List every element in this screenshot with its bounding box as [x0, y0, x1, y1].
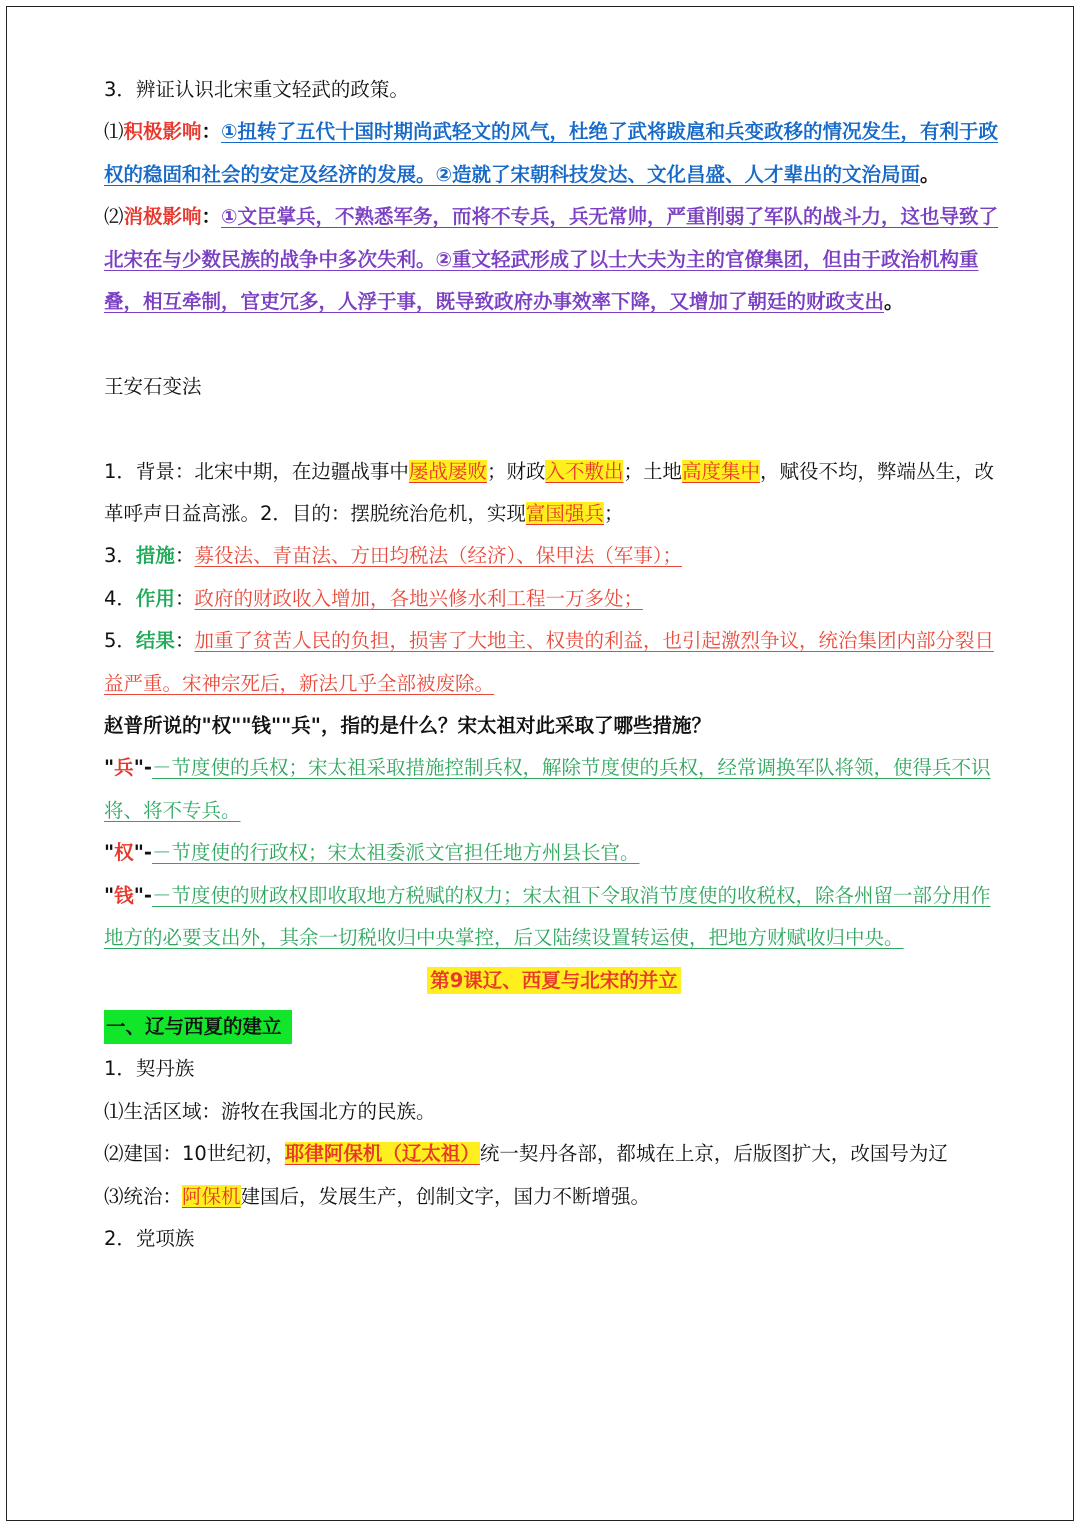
lesson-title: 第9课辽、西夏与北宋的并立 — [104, 960, 1004, 1002]
highlight-abaoji: 阿保机 — [182, 1184, 241, 1208]
paragraph-positive-impact: ⑴积极影响：①扭转了五代十国时期尚武轻文的风气，杜绝了武将跋扈和兵变政移的情况发生，有利于政权的稳固和社会的安定及经济的发展。②造就了宋朝科技发达、文化昌盛、人才辈出的文治局面。 — [104, 120, 999, 186]
document-page — [6, 6, 1074, 1521]
highlight-land: 高度集中 — [681, 459, 760, 483]
paragraph-negative-impact: ⑵消极影响：①文臣掌兵，不熟悉军务，而将不专兵，兵无常帅，严重削弱了军队的战斗力，这也导致了北宋在与少数民族的战争中多次失利。②重文轻武形成了以士大夫为主的官僚集团，但由于政治机构重叠，相互牵制，官吏冗多，人浮于事，既导致政府办事效率下降，又增加了朝廷的财政支出。 — [104, 205, 999, 314]
answer-bing: "兵"-－节度使的兵权；宋太祖采取措施控制兵权，解除节度使的兵权，经常调换军队将领，使得兵不识将、将不专兵。 — [104, 756, 991, 822]
highlight-yelu-abaoji: 耶律阿保机（辽太祖） — [284, 1142, 480, 1166]
highlight-deficit: 入不敷出 — [545, 459, 624, 483]
section-heading-liao-xixia: 一、辽与西夏的建立 — [104, 1002, 1004, 1048]
paragraph-measures: 3．措施：募役法、青苗法、方田均税法（经济）、保甲法（军事）； — [104, 544, 682, 568]
paragraph-results: 5．结果：加重了贫苦人民的负担，损害了大地主、权贵的利益，也引起激烈争议，统治集团内部分裂日益严重。宋神宗死后，新法几乎全部被废除。 — [104, 629, 994, 695]
paragraph-dangxiang: 2．党项族 — [104, 1226, 195, 1250]
paragraph-living-area: ⑴生活区域：游牧在我国北方的民族。 — [104, 1099, 436, 1123]
label-positive: 积极影响 — [123, 120, 202, 144]
paragraph-effects: 4．作用：政府的财政收入增加，各地兴修水利工程一万多处； — [104, 586, 643, 610]
label-negative: 消极影响 — [123, 205, 202, 229]
document-content — [104, 69, 1004, 1260]
highlight-defeats: 屡战屡败 — [408, 459, 487, 483]
paragraph-founding: ⑵建国：10世纪初，耶律阿保机（辽太祖）统一契丹各部，都城在上京，后版图扩大，改国号为辽 — [104, 1142, 948, 1166]
paragraph-policy-intro: 3．辨证认识北宋重文轻武的政策。 — [104, 78, 409, 101]
paragraph-rule: ⑶统治：阿保机建国后，发展生产，创制文字，国力不断增强。 — [104, 1184, 651, 1208]
paragraph-khitan: 1．契丹族 — [104, 1057, 195, 1081]
question-zhao-pu: 赵普所说的"权""钱""兵"，指的是什么？宋太祖对此采取了哪些措施？ — [104, 714, 711, 738]
heading-wang-anshi-reform: 王安石变法 — [104, 374, 202, 398]
highlight-goal: 富国强兵 — [525, 502, 604, 526]
answer-quan: "权"-－节度使的行政权；宋太祖委派文官担任地方州县长官。 — [104, 841, 640, 865]
paragraph-background-purpose: 1．背景：北宋中期，在边疆战事中屡战屡败；财政入不敷出；土地高度集中，赋役不均，弊端丛生，改革呼声日益高涨。2．目的：摆脱统治危机，实现富国强兵； — [104, 459, 995, 526]
answer-qian: "钱"-－节度使的财政权即收取地方税赋的权力；宋太祖下令取消节度使的收税权，除各州留一部分用作地方的必要支出外，其余一切税收归中央掌控，后又陆续设置转运使，把地方财赋收归中央。 — [104, 883, 991, 950]
